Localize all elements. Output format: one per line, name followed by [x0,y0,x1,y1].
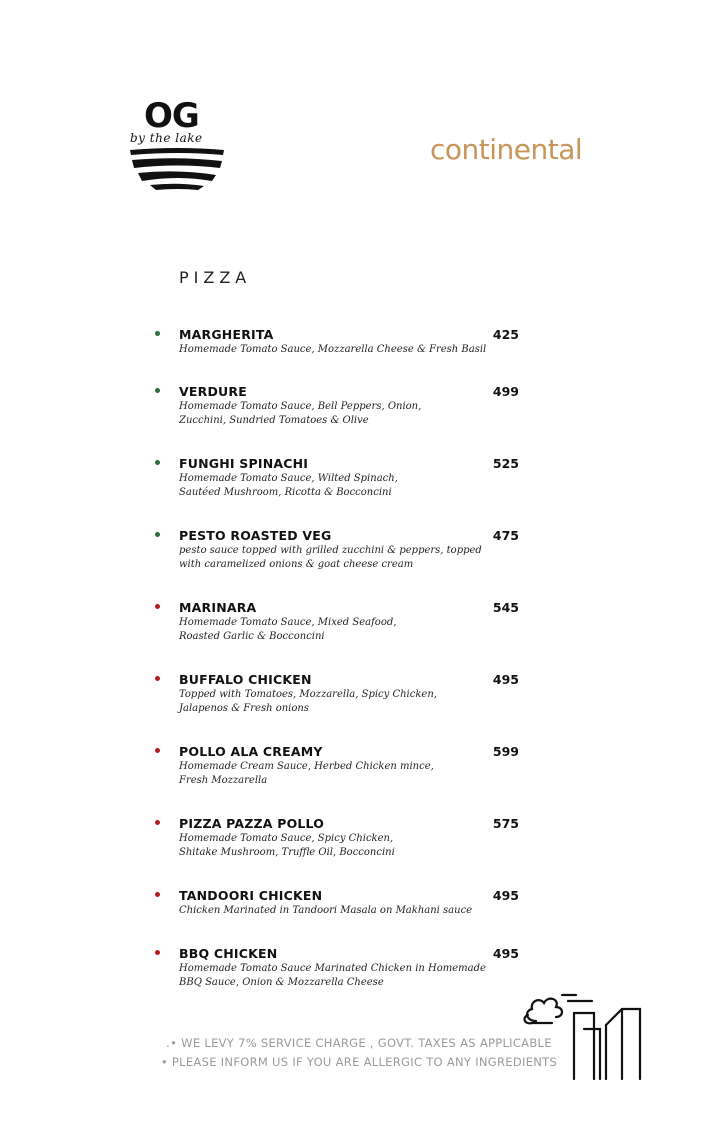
menu-item-description [179,616,479,644]
veg-indicator-icon [155,532,160,537]
description-line: Homemade Tomato Sauce, Mozzarella Cheese & Fresh Basil [179,344,487,355]
description-line: Homemade Tomato Sauce, Wilted Spinach, [179,473,398,484]
logo-text: OG [144,96,199,136]
menu-item [0,600,718,650]
description-line: Homemade Tomato Sauce Marinated Chicken in Homemade [179,963,486,974]
veg-indicator-icon [155,331,160,336]
menu-item-price: 545 [492,600,519,615]
menu-item-name: BUFFALO CHICKEN [179,672,312,687]
menu-item-name: PIZZA PAZZA POLLO [179,816,325,831]
description-line: Sautéed Mushroom, Ricotta & Bocconcini [179,487,392,498]
menu-item [0,744,718,794]
description-line: Homemade Tomato Sauce, Spicy Chicken, [179,833,394,844]
menu-item-name: PESTO ROASTED VEG [179,528,332,543]
menu-item [0,456,718,506]
menu-item [0,384,718,434]
menu-item-price: 495 [492,888,519,903]
nonveg-indicator-icon [155,820,160,825]
menu-category-title: continental [430,133,583,166]
menu-item-name: TANDOORI CHICKEN [179,888,323,903]
nonveg-indicator-icon [155,748,160,753]
menu-item-name: MARINARA [179,600,257,615]
brand-logo [128,98,228,198]
footer-allergy-note: • PLEASE INFORM US IF YOU ARE ALLERGIC TO ANY INGREDIENTS [160,1055,558,1069]
menu-item-price: 495 [492,672,519,687]
description-line: Fresh Mozzarella [179,775,268,786]
description-line: Shitake Mushroom, Truffle Oil, Bocconcini [179,847,395,858]
description-line: with caramelized onions & goat cheese cream [179,559,414,570]
menu-item-name: MARGHERITA [179,327,274,342]
section-title: PIZZA [179,268,252,287]
menu-item-description [179,343,487,357]
nonveg-indicator-icon [155,676,160,681]
description-line: pesto sauce topped with grilled zucchini & peppers, topped [179,545,482,556]
menu-item-name: FUNGHI SPINACHI [179,456,309,471]
menu-item-price: 525 [492,456,519,471]
menu-item [0,528,718,578]
menu-item [0,816,718,866]
menu-item-description [179,472,479,500]
description-line: BBQ Sauce, Onion & Mozzarella Cheese [179,977,384,988]
menu-item-name: POLLO ALA CREAMY [179,744,323,759]
menu-item-price: 599 [492,744,519,759]
menu-item-price: 475 [492,528,519,543]
menu-item-description [179,760,479,788]
lake-waves-icon [128,146,228,194]
menu-item-name: VERDURE [179,384,247,399]
nonveg-indicator-icon [155,892,160,897]
city-skyline-illustration [522,985,647,1082]
menu-item-name: BBQ CHICKEN [179,946,278,961]
veg-indicator-icon [155,388,160,393]
veg-indicator-icon [155,460,160,465]
footer-service-note: .• WE LEVY 7% SERVICE CHARGE , GOVT. TAXES AS APPLICABLE [166,1036,552,1050]
logo-tagline: by the lake [130,131,203,145]
menu-item-price: 495 [492,946,519,961]
description-line: Homemade Tomato Sauce, Mixed Seafood, [179,617,397,628]
menu-item-description [179,904,479,918]
description-line: Chicken Marinated in Tandoori Masala on Makhani sauce [179,905,473,916]
menu-item [0,327,718,377]
menu-item-description [179,962,486,990]
menu-item-price: 575 [492,816,519,831]
description-line: Jalapenos & Fresh onions [179,703,309,714]
menu-item-description [179,832,479,860]
description-line: Roasted Garlic & Bocconcini [179,631,325,642]
nonveg-indicator-icon [155,604,160,609]
description-line: Homemade Tomato Sauce, Bell Peppers, Onion, [179,401,422,412]
menu-item [0,888,718,938]
menu-item-description [179,400,479,428]
menu-item-price: 425 [492,327,519,342]
description-line: Zucchini, Sundried Tomatoes & Olive [179,415,369,426]
nonveg-indicator-icon [155,950,160,955]
menu-item [0,672,718,722]
menu-item-description [179,688,479,716]
description-line: Topped with Tomatoes, Mozzarella, Spicy Chicken, [179,689,437,700]
menu-item-price: 499 [492,384,519,399]
description-line: Homemade Cream Sauce, Herbed Chicken mince, [179,761,434,772]
menu-item-description [179,544,482,572]
